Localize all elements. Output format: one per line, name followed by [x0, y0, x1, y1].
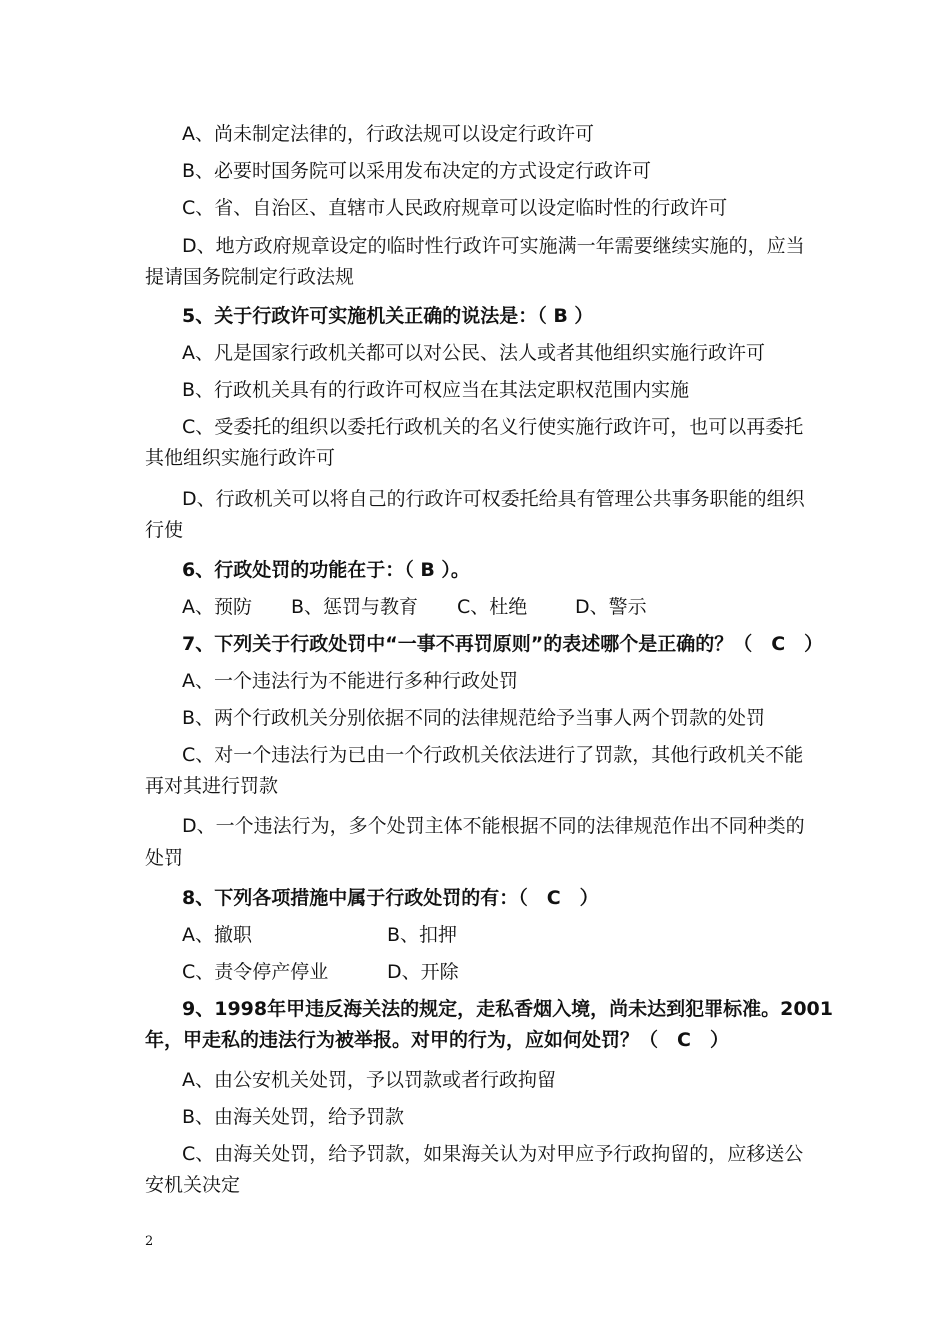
q7-option-d-line1: D、一个违法行为，多个处罚主体不能根据不同的法律规范作出不同种类的 — [182, 815, 805, 837]
q4-option-b: B、必要时国务院可以采用发布决定的方式设定行政许可 — [182, 160, 652, 182]
q6-question: 6、行政处罚的功能在于：（ B ）。 — [182, 559, 470, 581]
q4-option-a: A、尚未制定法律的，行政法规可以设定行政许可 — [182, 123, 594, 145]
q6-option-d: D、警示 — [575, 596, 647, 618]
q9-option-c-line2: 安机关决定 — [145, 1174, 241, 1196]
q5-option-d-line1: D、行政机关可以将自己的行政许可权委托给具有管理公共事务职能的组织 — [182, 488, 805, 510]
q5-option-c-line2: 其他组织实施行政许可 — [145, 447, 336, 469]
q7-question: 7、下列关于行政处罚中“一事不再罚原则”的表述哪个是正确的？（ C ） — [182, 633, 824, 655]
q4-option-d-line2: 提请国务院制定行政法规 — [145, 266, 355, 288]
q5-question: 5、关于行政许可实施机关正确的说法是：（ B ） — [182, 305, 594, 327]
q8-option-d: D、开除 — [387, 961, 459, 983]
q8-question: 8、下列各项措施中属于行政处罚的有：（ C ） — [182, 887, 599, 909]
q8-option-c: C、责令停产停业 — [182, 961, 329, 983]
q5-option-d-line2: 行使 — [145, 519, 184, 541]
q9-option-a: A、由公安机关处罚，予以罚款或者行政拘留 — [182, 1069, 556, 1091]
q5-option-a: A、凡是国家行政机关都可以对公民、法人或者其他组织实施行政许可 — [182, 342, 765, 364]
q9-option-b: B、由海关处罚，给予罚款 — [182, 1106, 405, 1128]
q7-option-c-line2: 再对其进行罚款 — [145, 775, 279, 797]
q9-question-line2: 年，甲走私的违法行为被举报。对甲的行为，应如何处罚？（ C ） — [145, 1029, 729, 1051]
q6-option-c: C、杜绝 — [457, 596, 528, 618]
q6-option-b: B、惩罚与教育 — [291, 596, 419, 618]
q8-option-b: B、扣押 — [387, 924, 458, 946]
q5-option-c-line1: C、受委托的组织以委托行政机关的名义行使实施行政许可，也可以再委托 — [182, 416, 804, 438]
q4-option-d-line1: D、地方政府规章设定的临时性行政许可实施满一年需要继续实施的，应当 — [182, 235, 805, 257]
q6-option-a: A、预防 — [182, 596, 252, 618]
q7-option-d-line2: 处罚 — [145, 847, 184, 869]
q8-option-a: A、撤职 — [182, 924, 252, 946]
q7-option-c-line1: C、对一个违法行为已由一个行政机关依法进行了罚款，其他行政机关不能 — [182, 744, 804, 766]
q4-option-c: C、省、自治区、直辖市人民政府规章可以设定临时性的行政许可 — [182, 197, 728, 219]
q9-question-line1: 9、1998年甲违反海关法的规定，走私香烟入境，尚未达到犯罪标准。2001 — [182, 998, 833, 1020]
q7-option-b: B、两个行政机关分别依据不同的法律规范给予当事人两个罚款的处罚 — [182, 707, 766, 729]
q5-option-b: B、行政机关具有的行政许可权应当在其法定职权范围内实施 — [182, 379, 690, 401]
q7-option-a: A、一个违法行为不能进行多种行政处罚 — [182, 670, 518, 692]
q9-option-c-line1: C、由海关处罚，给予罚款，如果海关认为对甲应予行政拘留的，应移送公 — [182, 1143, 804, 1165]
page-number: 2 — [145, 1234, 154, 1249]
